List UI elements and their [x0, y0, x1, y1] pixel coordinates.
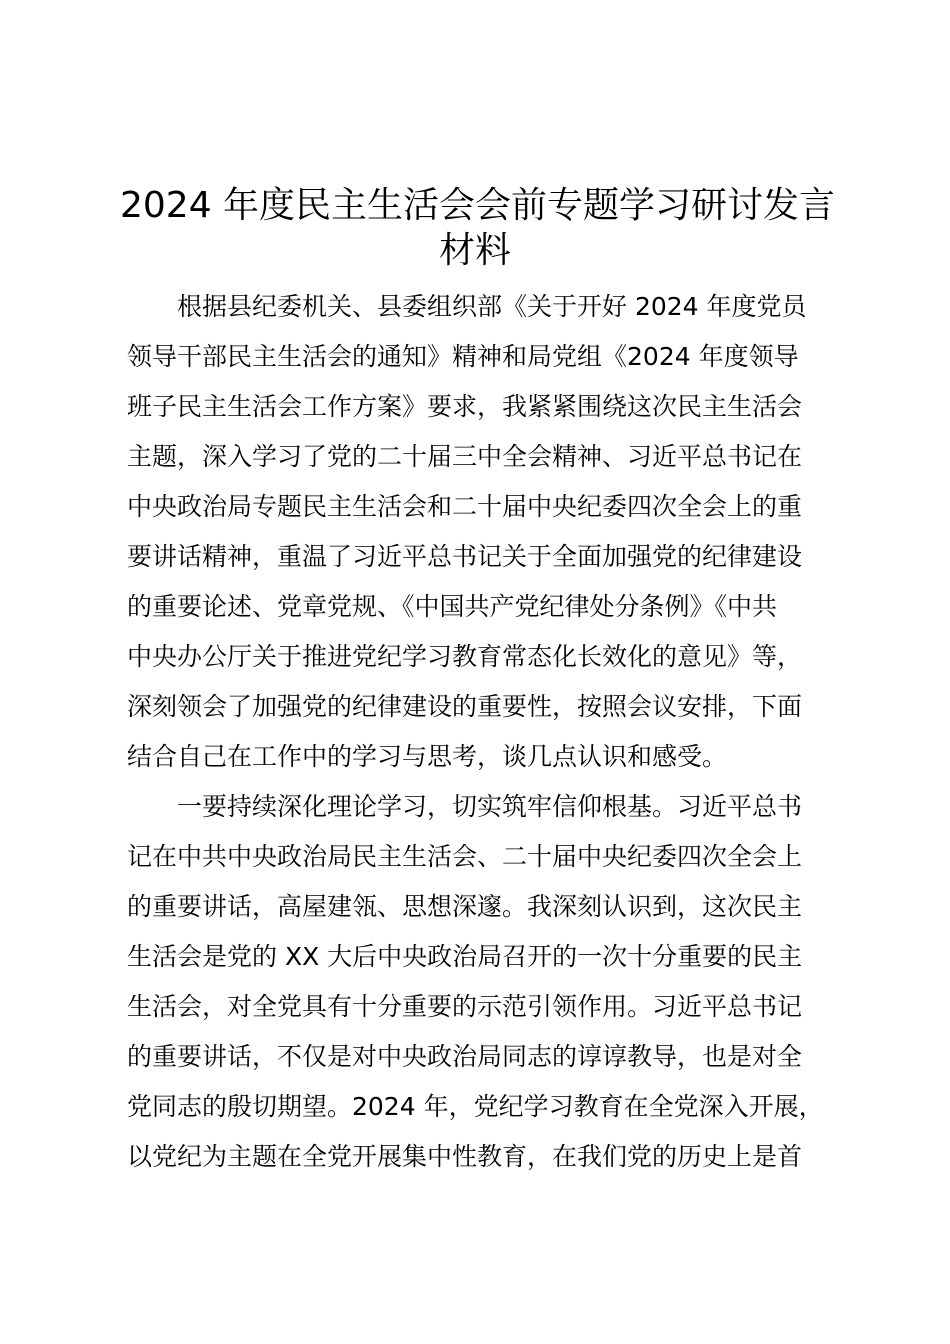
document-title [120, 183, 836, 273]
paragraph-2-line: 生活会是党的 XX 大后中央政治局召开的一次十分重要的民主 [127, 942, 803, 971]
paragraph-1-line: 中央政治局专题民主生活会和二十届中央纪委四次全会上的重 [127, 492, 803, 521]
paragraph-1-line: 要讲话精神，重温了习近平总书记关于全面加强党的纪律建设 [127, 542, 803, 571]
title-line-1: 2024 年度民主生活会会前专题学习研讨发言 [120, 185, 836, 226]
paragraph-1-line: 深刻领会了加强党的纪律建设的重要性，按照会议安排，下面 [127, 692, 803, 721]
paragraph-2-line: 以党纪为主题在全党开展集中性教育，在我们党的历史上是首 [127, 1142, 803, 1171]
paragraph-2-line: 记在中共中央政治局民主生活会、二十届中央纪委四次全会上 [127, 842, 803, 871]
paragraph-1-line: 的重要论述、党章党规、《中国共产党纪律处分条例》《中共 [127, 592, 778, 621]
title-line-2: 材料 [438, 230, 511, 271]
paragraph-1-line: 班子民主生活会工作方案》要求，我紧紧围绕这次民主生活会 [127, 392, 803, 421]
paragraph-1-line: 根据县纪委机关、县委组织部《关于开好 2024 年度党员 [177, 292, 807, 321]
paragraph-1-line: 领导干部民主生活会的通知》精神和局党组《2024 年度领导 [127, 342, 799, 371]
paragraph-2-line: 的重要讲话，高屋建瓴、思想深邃。我深刻认识到，这次民主 [127, 892, 803, 921]
paragraph-1-line: 结合自己在工作中的学习与思考，谈几点认识和感受。 [127, 742, 728, 771]
paragraph-1-line: 主题，深入学习了党的二十届三中全会精神、习近平总书记在 [127, 442, 803, 471]
paragraph-2-line: 的重要讲话，不仅是对中央政治局同志的谆谆教导，也是对全 [127, 1042, 803, 1071]
paragraph-2-line: 党同志的殷切期望。2024 年，党纪学习教育在全党深入开展， [127, 1092, 824, 1121]
paragraph-2-line: 一要持续深化理论学习，切实筑牢信仰根基。习近平总书 [177, 792, 803, 821]
document-body [127, 282, 857, 1182]
paragraph-2-line: 生活会，对全党具有十分重要的示范引领作用。习近平总书记 [127, 992, 803, 1021]
paragraph-1-line: 中央办公厅关于推进党纪学习教育常态化长效化的意见》等， [127, 642, 803, 671]
